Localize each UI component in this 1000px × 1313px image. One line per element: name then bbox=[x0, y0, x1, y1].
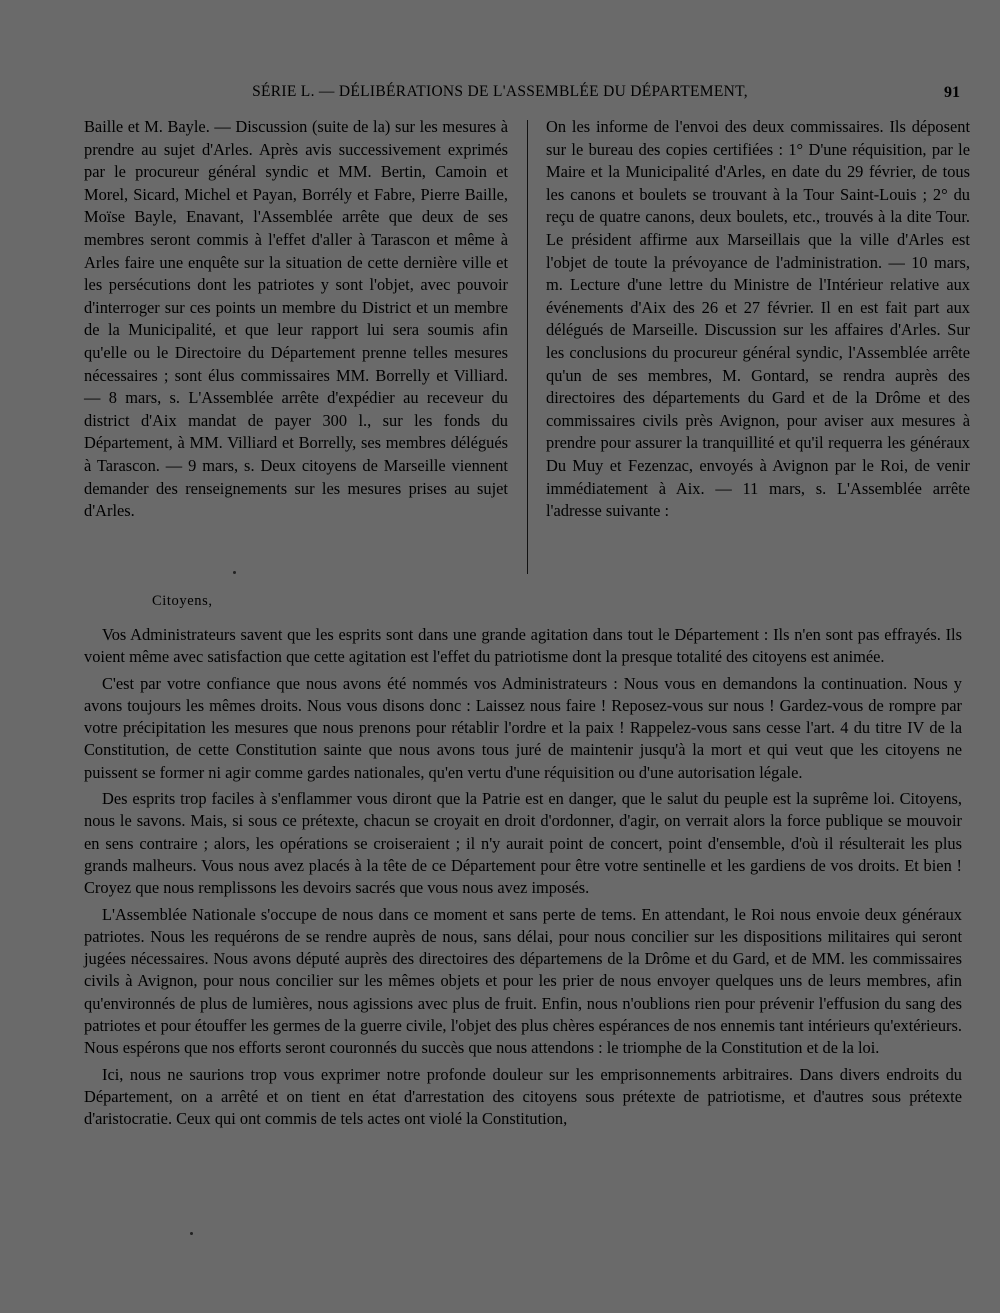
address-body bbox=[84, 624, 962, 1135]
page-number: 91 bbox=[944, 84, 960, 101]
address-paragraph: Ici, nous ne saurions trop vous exprimer notre profonde douleur sur les emprisonnements arbitraires. Dans divers endroits du Département, on a arrêté et on tient en état d'arrestation des citoyens sous prétexte de patriotisme, et d'autres sous prétexte d'aristocratie. Ceux qui ont commis de tels actes ont violé la Constitution, bbox=[84, 1064, 962, 1129]
right-column bbox=[546, 116, 970, 523]
running-head: SÉRIE L. — DÉLIBÉRATIONS DE L'ASSEMBLÉE DU DÉPARTEMENT, bbox=[252, 83, 748, 100]
address-paragraph: C'est par votre confiance que nous avons été nommés vos Administrateurs : Nous vous en demandons la continuation. Nous y avons toujours les mêmes droits. Nous vous disons donc : Laissez nous faire ! Reposez-vous sur nous ! Gardez-vous de rompre par votre précipitation les mesures que nous prenons pour rétablir l'ordre et la paix ! Rappelez-vous sans cesse l'art. 4 du titre IV de la Constitution, de cette Constitution sainte que nous avons tous juré de maintenir jusqu'à la mort et qui veut que les citoyens ne puissent se former ni agir comme gardes nationales, qu'en vertu d'une réquisition ou d'une autorisation légale. bbox=[84, 673, 962, 782]
address-paragraph: Vos Administrateurs savent que les esprits sont dans une grande agitation dans tout le Département : Ils n'en sont pas effrayés. Ils voient même avec satisfaction que cette agitation est l'effet du patriotisme dont la presque totalité des citoyens est animée. bbox=[84, 625, 962, 667]
address-paragraph: Des esprits trop faciles à s'enflammer vous diront que la Patrie est en danger, que le salut du peuple est la suprême loi. Citoyens, nous le savons. Mais, si sous ce prétexte, chacun se croyait en droit d'ordonner, d'agir, on verrait alors la force publique se mouvoir en sens contraire ; alors, les opérations se croiseraient ; il n'y aurait point de concert, point d'ensemble, d'où il résulterait les plus grands malheurs. Vous nous avez placés à la tête de ce Département pour être votre sentinelle et les gardiens de vos droits. Et bien ! Croyez que nous remplissons les devoirs sacrés que vous nous avez imposés. bbox=[84, 789, 962, 898]
ink-speck bbox=[233, 571, 236, 574]
address-paragraph: L'Assemblée Nationale s'occupe de nous dans ce moment et sans perte de tems. En attendant, le Roi nous envoie deux généraux patriotes. Nous les requérons de se rendre auprès de nous, sans délai, pour nous concilier sur les dispositions militaires qui seront jugées nécessaires. Nous avons député auprès des directoires des départemens de la Drôme et du Gard, et de MM. les commissaires civils à Avignon, pour nous concilier sur les mêmes objets et pour les prier de nous envoyer quelques uns de leurs membres, afin qu'environnés de plus de lumières, nous agissions avec plus de fruit. Enfin, nous n'oublions rien pour prévenir l'effusion du sang des patriotes et pour étouffer les germes de la guerre civile, l'objet des plus chères espérances de nos ennemis tant intérieurs qu'extérieurs. Nous espérons que nos efforts seront couronnés du succès que nous attendons : le triomphe de la Constitution et de la loi. bbox=[84, 904, 962, 1058]
address-salutation: Citoyens, bbox=[152, 593, 213, 609]
ink-speck bbox=[190, 1232, 193, 1235]
two-column-section bbox=[84, 116, 970, 578]
left-column-text: Baille et M. Bayle. — Discussion (suite de la) sur les mesures à prendre au sujet d'Arles. Après avis successivement exprimés par le procureur général syndic et MM. Bertin, Camoin et Morel, Sicard, Michel et Payan, Borrély et Fabre, Pierre Baille, Moïse Bayle, Enavant, l'Assemblée arrête que deux de ses membres seront commis à l'effet d'aller à Tarascon et même à Arles faire une enquête sur la situation de cette dernière ville et les persécutions dont les patriotes y sont l'objet, avec pouvoir d'interroger sur ces points un membre du District et un membre de la Municipalité, et que leur rapport lui sera soumis afin qu'elle ou le Directoire du Département prenne telles mesures nécessaires ; sont élus commissaires MM. Borrelly et Villiard. — 8 mars, s. L'Assemblée arrête d'expédier au receveur du district d'Aix mandat de payer 300 l., sur les fonds du Département, à MM. Villiard et Borrelly, ses membres délégués à Tarascon. — 9 mars, s. Deux citoyens de Marseille viennent demander des renseignements sur les mesures prises au sujet d'Arles. bbox=[84, 117, 508, 521]
right-column-text: On les informe de l'envoi des deux commissaires. Ils déposent sur le bureau des copies certifiées : 1° D'une réquisition, par le Maire et la Municipalité d'Arles, en date du 29 février, de tous les canons et boulets se trouvant à la Tour Saint-Louis ; 2° du reçu de quatre canons, deux boulets, etc., trouvés à la dite Tour. Le président affirme aux Marseillais que la ville d'Arles est l'objet de toute la prévoyance de l'administration. — 10 mars, m. Lecture d'une lettre du Ministre de l'Intérieur relative aux événements d'Aix des 26 et 27 février. Il en est fait part aux délégués de Marseille. Discussion sur les affaires d'Arles. Sur les conclusions du procureur général syndic, l'Assemblée arrête qu'un de ses membres, M. Gontard, se rendra auprès des directoires des départements du Gard et de la Drôme et des commissaires civils près Avignon, pour aviser aux mesures à prendre pour assurer la tranquillité et qu'il requerra les généraux Du Muy et Fezenzac, envoyés à Avignon par le Roi, de venir immédiatement à Aix. — 11 mars, s. L'Assemblée arrête l'adresse suivante : bbox=[546, 117, 970, 521]
column-divider bbox=[527, 120, 528, 574]
left-column bbox=[84, 116, 508, 523]
